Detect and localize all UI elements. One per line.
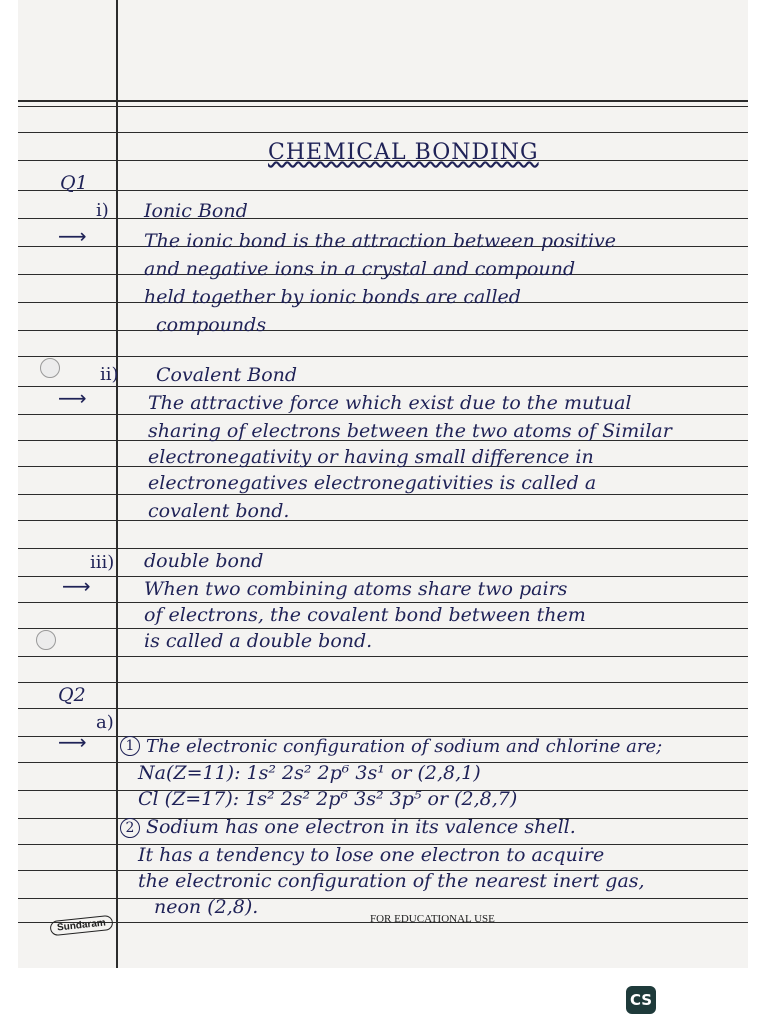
margin-line (116, 0, 118, 968)
text-line: of electrons, the covalent bond between them (144, 604, 586, 626)
arrow-icon: ⟶ (58, 224, 87, 248)
text-line: held together by ionic bonds are called (144, 286, 521, 308)
text-line: is called a double bond. (144, 630, 373, 652)
section-numeral: ii) (100, 364, 119, 385)
ruled-line (18, 628, 748, 629)
text-line: compounds (156, 314, 267, 336)
text-line: It has a tendency to lose one electron to acquire (138, 844, 605, 866)
text-line: and negative ions in a crystal and compound (144, 258, 576, 280)
ruled-line (18, 218, 748, 219)
arrow-icon: ⟶ (62, 574, 91, 598)
ruled-line (18, 386, 748, 387)
text-line: When two combining atoms share two pairs (144, 578, 568, 600)
ruled-line (18, 330, 748, 331)
ruled-line (18, 708, 748, 709)
ruled-line (18, 656, 748, 657)
text-line: Na(Z=11): 1s² 2s² 2p⁶ 3s¹ or (2,8,1) (138, 762, 481, 784)
text-line: The ionic bond is the attraction between positive (144, 230, 617, 252)
section-heading: Covalent Bond (156, 364, 298, 386)
binder-hole (36, 630, 56, 650)
question-label-q2: Q2 (58, 684, 86, 706)
ruled-line (18, 898, 748, 899)
ruled-line (18, 132, 748, 133)
text-line: Cl (Z=17): 1s² 2s² 2p⁶ 3s² 3p⁵ or (2,8,7) (138, 788, 518, 810)
text-line: electronegativity or having small difference in (148, 446, 594, 468)
text-line: The electronic configuration of sodium and chlorine are; (146, 736, 663, 757)
text-line: covalent bond. (148, 500, 290, 522)
text-line: sharing of electrons between the two atoms of Similar (148, 420, 672, 442)
section-numeral: i) (96, 200, 109, 221)
arrow-icon: ⟶ (58, 386, 87, 410)
item-marker: 1 (120, 736, 140, 756)
text-line: Sodium has one electron in its valence shell. (146, 816, 576, 838)
item-marker: 2 (120, 818, 140, 838)
binder-hole (40, 358, 60, 378)
ruled-line (18, 682, 748, 683)
text-line: electronegatives electronegativities is called a (148, 472, 597, 494)
part-label: a) (96, 712, 114, 733)
section-numeral: iii) (90, 552, 115, 573)
ruled-line (18, 520, 748, 521)
ruled-line (18, 356, 748, 357)
ruled-line (18, 548, 748, 549)
text-line: the electronic configuration of the nearest inert gas, (138, 870, 645, 892)
ruled-line (18, 190, 748, 191)
brand-logo: Sundaram (49, 915, 113, 936)
section-heading: double bond (144, 550, 264, 572)
ruled-line (18, 106, 748, 107)
section-heading: Ionic Bond (144, 200, 248, 222)
text-line: neon (2,8). (154, 896, 259, 918)
header-rule (18, 100, 748, 102)
scanner-badge: CS (626, 986, 656, 1014)
notebook-page (18, 0, 748, 968)
question-label-q1: Q1 (60, 172, 88, 194)
text-line: The attractive force which exist due to the mutual (148, 392, 632, 414)
footer-text: FOR EDUCATIONAL USE (370, 913, 495, 925)
page-title: CHEMICAL BONDING (268, 140, 539, 165)
arrow-icon: ⟶ (58, 730, 87, 754)
